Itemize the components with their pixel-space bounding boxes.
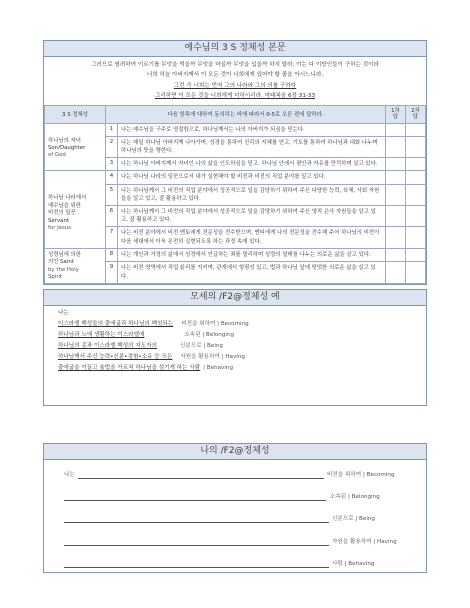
table-row xyxy=(45,123,426,136)
statement-text: 나는 비전 영역에서 직업 윤리를 지키며, 관계에서 형평성 있고, 법과 하나님 앞에 떳떳한 의로운 삶을 살고 있다. xyxy=(118,262,386,284)
second-answer-cell[interactable] xyxy=(406,136,426,157)
first-answer-cell[interactable] xyxy=(386,248,406,262)
first-answer-cell[interactable] xyxy=(386,184,406,205)
row-number: 4 xyxy=(106,171,118,184)
second-answer-cell[interactable] xyxy=(406,206,426,227)
row-number: 2 xyxy=(106,136,118,157)
scripture-text xyxy=(44,57,426,105)
belonging-label: 소속된 | Belonging xyxy=(330,494,380,500)
statement-text: 나는 하나님께서 그 비전의 직업 분야에서 성공적으로 일을 감당하기 위하여 주신 영적 은사 자원들을 알고 있고, 잘 활용하고 있다. xyxy=(118,206,386,227)
first-answer-cell[interactable] xyxy=(386,171,406,184)
moses-lead: 나는 xyxy=(58,310,69,317)
statement-text: 나는 개인과 가정의 삶에서 성경에서 언급하는 죄를 멀리하며 성령의 열매를 나누는 의로운 삶을 살고 있다. xyxy=(118,248,386,262)
identity-saint: 성령님에 의한 의인 Saint by the Holy Spirit xyxy=(45,248,106,284)
scripture-line-2: 너희 하늘 아버지께서 이 모든 것이 너희에게 있어야 할 줄을 아시느니라, xyxy=(146,72,324,79)
row-number: 9 xyxy=(106,262,118,284)
first-answer-cell[interactable] xyxy=(386,206,406,227)
scripture-section xyxy=(43,40,427,285)
statement-text: 나는 예수님을 구주로 영접함으로, 하나님께서는 나의 아버지가 되심을 믿는다. xyxy=(118,123,386,136)
second-answer-cell[interactable] xyxy=(406,123,426,136)
page xyxy=(43,40,427,567)
statement-text: 나는 비전 분야에서 비전 멘토에게 전문성을 전수받으며, 멘티에게 나의 전문성을 전수해 주어 하나님의 비전이 다음 세대에서 더욱 온전히 실현되도록 하는 과정 속에 있다. xyxy=(118,227,386,248)
moses-row-becoming: 이스라엘 백성들의 출애굽과 하나님의 백성되는 비전을 위하여 | Becoming xyxy=(58,321,249,328)
scripture-line-1: 그러므로 염려하여 이르기를 무엇을 먹을까 무엇을 마실까 무엇을 입을까 하지 말라, 이는 다 이방인들이 구하는 것이라 xyxy=(91,62,379,68)
scripture-line-3: 그런 즉 너희는 먼저 그의 나라와 그의 의를 구하라 xyxy=(173,82,297,89)
having-label: 자원을 활용하여 | Having xyxy=(332,539,397,545)
moses-title: 모세의 /F2@정체성 예 xyxy=(44,290,426,306)
belonging-input-line[interactable] xyxy=(64,500,326,501)
second-answer-cell[interactable] xyxy=(406,262,426,284)
becoming-label: 비전을 위하여 | Becoming xyxy=(327,472,395,478)
second-answer-cell[interactable] xyxy=(406,184,426,205)
behaving-label: 사람 | Behaving xyxy=(332,561,375,567)
row-number: 7 xyxy=(106,227,118,248)
my-identity-title: 나의 /F2@정체성 xyxy=(44,444,426,460)
table-row xyxy=(45,248,426,262)
identity-survey-table xyxy=(44,105,426,285)
being-label: 신분으로 | Being xyxy=(332,516,375,522)
having-input-line[interactable] xyxy=(64,545,329,546)
second-answer-cell[interactable] xyxy=(406,227,426,248)
becoming-input-line[interactable] xyxy=(78,478,324,479)
moses-example-section xyxy=(43,289,427,406)
row-number: 5 xyxy=(106,184,118,205)
moses-row-belonging: 하나님과 노예 생활하는 이스라엘에 소속된 | Belonging xyxy=(58,332,235,339)
moses-row-having: 하나님께서 주신 능력•신분•경험•소유 등 모든 자원을 활용하여 | Having xyxy=(58,354,245,361)
col-statement-header: 다음 항목에 대하여 동의하는 바에 따라서 0-5로 오른 편에 답하라. xyxy=(106,105,386,123)
statement-text: 나는 하나님 나라의 일꾼으로서 내가 실현해야 할 비전과 비전의 직업 분야를 알고 있다. xyxy=(118,171,386,184)
first-answer-cell[interactable] xyxy=(386,262,406,284)
col-first-header: 1차 답 xyxy=(386,105,406,123)
moses-row-being: 하나님의 종과 이스라엘 백성의 지도자의 신분으로 | Being xyxy=(58,343,223,350)
row-number: 3 xyxy=(106,158,118,171)
first-answer-cell[interactable] xyxy=(386,123,406,136)
first-answer-cell[interactable] xyxy=(386,136,406,157)
behaving-input-line[interactable] xyxy=(64,567,329,568)
statement-text: 나는 하나님께서 그 비전의 직업 분야에서 성공적으로 일을 감당하기 위하여 주신 다양한 능력, 육체, 사회 자원들을 알고 있고, 잘 활용하고 있다. xyxy=(118,184,386,205)
moses-row-behaving: 출애굽을 이끌고 율법을 가르쳐 하나님을 섬기게 하는 사람 | Behaving xyxy=(58,365,234,372)
my-identity-lead: 나는 xyxy=(64,472,75,478)
table-header-row xyxy=(45,105,426,123)
scripture-line-4: 그리하면 이 모든 것을 너희에게 더하시리라. 마태복음 6장 31-33 xyxy=(154,93,316,100)
second-answer-cell[interactable] xyxy=(406,158,426,171)
identity-servant: 하나님 나라에서 예수님을 위한 비전의 일꾼 Servant for Jesus xyxy=(45,171,106,248)
my-identity-section xyxy=(43,443,427,573)
row-number: 8 xyxy=(106,248,118,262)
table-row xyxy=(45,171,426,184)
statement-text: 나는 매일 하나님 아버지께 나아가며, 성경을 통하여 진리의 지혜를 얻고, 기도를 통하여 하나님과 대화 나누며 하나님의 뜻을 행한다. xyxy=(118,136,386,157)
second-answer-cell[interactable] xyxy=(406,248,426,262)
row-number: 6 xyxy=(106,206,118,227)
col-identity-header: 3 S 정체성 xyxy=(45,105,106,123)
row-number: 1 xyxy=(106,123,118,136)
first-answer-cell[interactable] xyxy=(386,227,406,248)
second-answer-cell[interactable] xyxy=(406,171,426,184)
first-answer-cell[interactable] xyxy=(386,158,406,171)
identity-son-daughter: 하나님의 자녀 Son/Daughter of God xyxy=(45,123,106,171)
being-input-line[interactable] xyxy=(64,522,329,523)
statement-text: 나는 하나님 아버지께서 자녀인 나의 삶을 인도하심을 믿고, 하나님 안에서 평안과 자유를 만끽하며 살고 있다. xyxy=(118,158,386,171)
scripture-title: 예수님의 3 S 정체성 본문 xyxy=(44,41,426,57)
col-second-header: 2차 답 xyxy=(406,105,426,123)
